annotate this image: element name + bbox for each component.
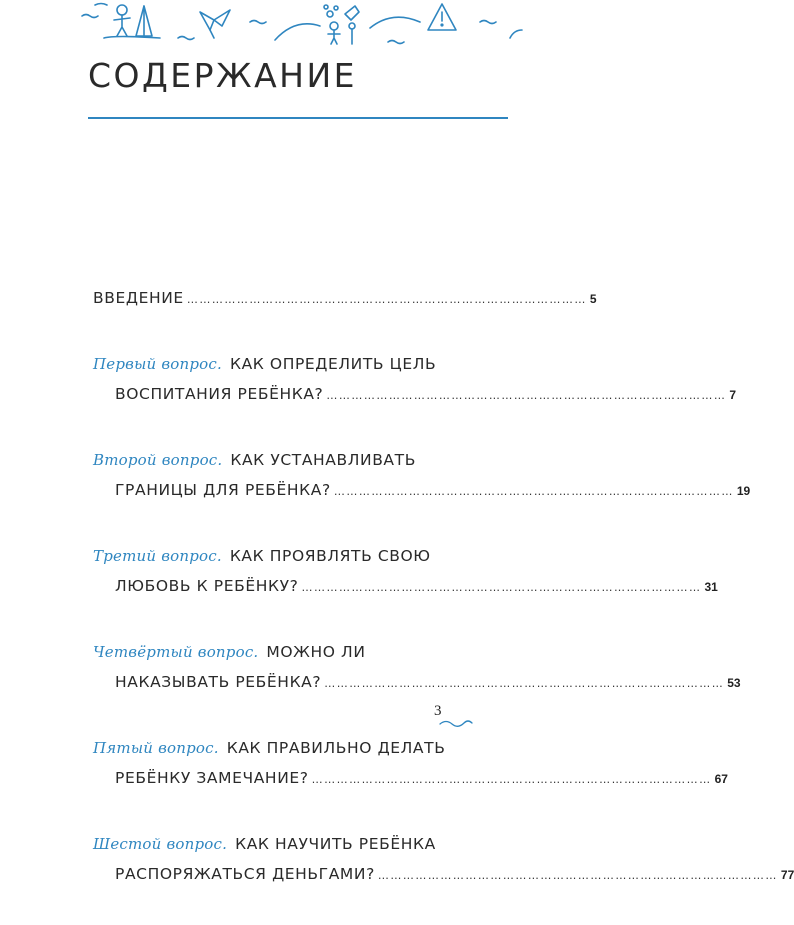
toc-entry-question-5[interactable] xyxy=(93,733,728,793)
squiggle-icon xyxy=(438,716,478,728)
table-of-contents xyxy=(93,283,794,925)
toc-page-number: 19 xyxy=(736,484,751,498)
dot-leader: …………………………………………………………………………………… xyxy=(301,581,702,594)
toc-entry-introduction[interactable] xyxy=(93,283,597,313)
toc-entry-heading-continued: РАСПОРЯЖАТЬСЯ ДЕНЬГАМИ? xyxy=(115,865,375,883)
toc-entry-heading-continued: РЕБЁНКУ ЗАМЕЧАНИЕ? xyxy=(115,769,309,787)
toc-entry-question-4[interactable] xyxy=(93,637,741,697)
dot-leader: …………………………………………………………………………………… xyxy=(333,485,734,498)
toc-entry-heading: КАК УСТАНАВЛИВАТЬ xyxy=(230,451,416,469)
dot-leader: …………………………………………………………………………………… xyxy=(324,677,725,690)
toc-entry-question-6[interactable] xyxy=(93,829,794,889)
toc-entry-heading: КАК ПРАВИЛЬНО ДЕЛАТЬ xyxy=(226,739,446,757)
toc-entry-lead: Второй вопрос. xyxy=(93,451,223,469)
child-with-kite-icon xyxy=(95,4,160,39)
toc-page-number: 5 xyxy=(589,292,597,306)
toc-entry-heading: КАК ПРОЯВЛЯТЬ СВОЮ xyxy=(229,547,431,565)
toc-entry-heading: МОЖНО ЛИ xyxy=(266,643,366,661)
title-underline xyxy=(88,117,508,119)
toc-entry-heading-continued: ГРАНИЦЫ ДЛЯ РЕБЁНКА? xyxy=(115,481,331,499)
toc-entry-question-3[interactable] xyxy=(93,541,718,601)
toc-entry-heading-continued: ВОСПИТАНИЯ РЕБЁНКА? xyxy=(115,385,324,403)
toc-page-number: 7 xyxy=(729,388,737,402)
toc-page-number: 77 xyxy=(780,868,794,882)
toc-entry-lead: Третий вопрос. xyxy=(93,547,222,565)
toc-entry-heading-continued: ЛЮБОВЬ К РЕБЁНКУ? xyxy=(115,577,299,595)
dot-leader: …………………………………………………………………………………… xyxy=(377,869,778,882)
toc-entry-heading: КАК ОПРЕДЕЛИТЬ ЦЕЛЬ xyxy=(229,355,437,373)
toc-entry-question-1[interactable] xyxy=(93,349,737,409)
toc-page-number: 67 xyxy=(714,772,728,786)
dot-leader: …………………………………………………………………………………… xyxy=(311,773,712,786)
parent-and-child-icon xyxy=(324,5,359,44)
dot-leader: …………………………………………………………………………………… xyxy=(186,293,587,306)
toc-entry-heading: КАК НАУЧИТЬ РЕБЁНКА xyxy=(235,835,436,853)
toc-entry-lead: Пятый вопрос. xyxy=(93,739,219,757)
toc-page-number: 31 xyxy=(704,580,718,594)
bird-icon xyxy=(200,10,230,38)
toc-entry-lead: Шестой вопрос. xyxy=(93,835,228,853)
toc-entry-question-2[interactable] xyxy=(93,445,751,505)
page-title: СОДЕРЖАНИЕ xyxy=(88,56,358,95)
toc-entry-heading: ВВЕДЕНИЕ xyxy=(93,289,184,307)
toc-entry-heading-continued: НАКАЗЫВАТЬ РЕБЁНКА? xyxy=(115,673,322,691)
dot-leader: …………………………………………………………………………………… xyxy=(326,389,727,402)
toc-entry-lead: Первый вопрос. xyxy=(93,355,222,373)
header-doodles xyxy=(0,0,600,50)
folio-page-number: 3 xyxy=(434,703,442,719)
toc-entry-lead: Четвёртый вопрос. xyxy=(93,643,259,661)
toc-page-number: 53 xyxy=(727,676,741,690)
warning-triangle-icon xyxy=(428,4,456,30)
